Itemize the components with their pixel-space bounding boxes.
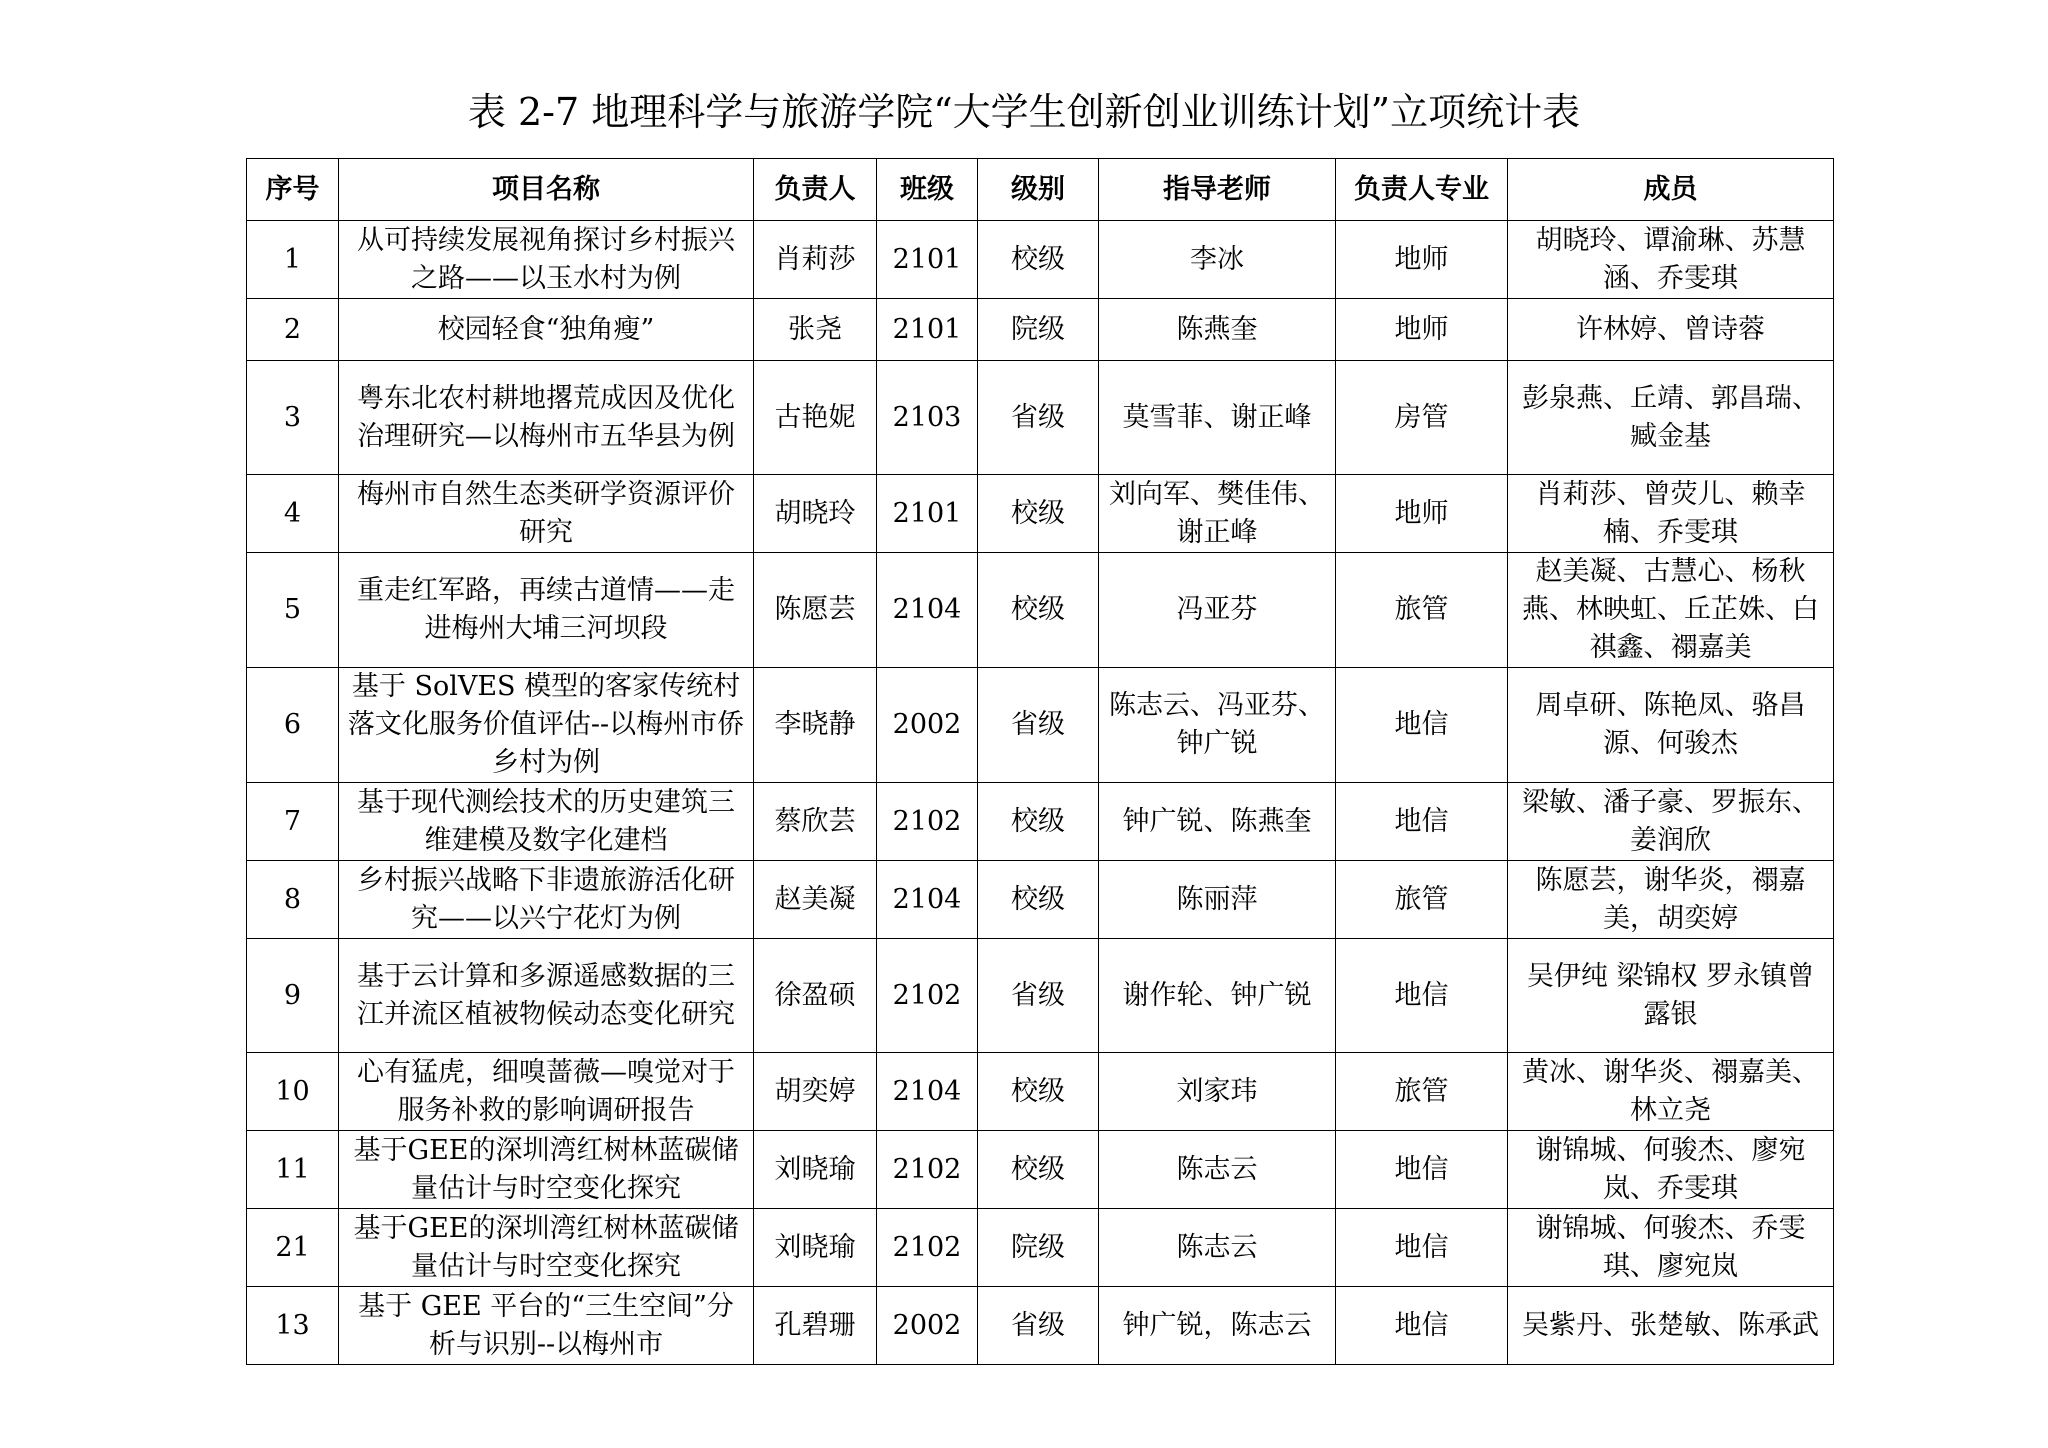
cell-leader-major: 地师 [1336,299,1508,361]
cell-leader-major: 地信 [1336,1209,1508,1287]
cell-level: 院级 [978,1209,1099,1287]
cell-advisor: 谢作轮、钟广锐 [1099,939,1336,1053]
cell-level: 省级 [978,1287,1099,1365]
table-row [247,1053,1834,1131]
cell-leader: 李晓静 [754,668,877,783]
cell-members: 谢锦城、何骏杰、廖宛岚、乔雯琪 [1508,1131,1834,1209]
cell-project-name: 基于现代测绘技术的历史建筑三维建模及数字化建档 [339,783,754,861]
table-row [247,1209,1834,1287]
cell-level: 省级 [978,939,1099,1053]
cell-advisor: 陈志云 [1099,1131,1336,1209]
cell-members: 肖莉莎、曾荧儿、赖幸楠、乔雯琪 [1508,475,1834,553]
cell-level: 校级 [978,475,1099,553]
table-row [247,361,1834,475]
cell-class: 2101 [877,475,978,553]
cell-no: 8 [247,861,339,939]
column-header-class: 班级 [877,159,978,221]
table-row [247,861,1834,939]
cell-project-name: 基于 SolVES 模型的客家传统村落文化服务价值评估--以梅州市侨乡村为例 [339,668,754,783]
cell-class: 2101 [877,299,978,361]
cell-leader: 陈愿芸 [754,553,877,668]
cell-level: 校级 [978,861,1099,939]
cell-members: 彭泉燕、丘靖、郭昌瑞、臧金基 [1508,361,1834,475]
table-row [247,1287,1834,1365]
cell-leader: 肖莉莎 [754,221,877,299]
cell-members: 许林婷、曾诗蓉 [1508,299,1834,361]
cell-no: 10 [247,1053,339,1131]
cell-class: 2102 [877,783,978,861]
cell-class: 2102 [877,939,978,1053]
column-header-members: 成员 [1508,159,1834,221]
cell-advisor: 钟广锐，陈志云 [1099,1287,1336,1365]
cell-leader: 胡晓玲 [754,475,877,553]
page-title: 表 2-7 地理科学与旅游学院“大学生创新创业训练计划”立项统计表 [467,90,1581,134]
table-row [247,221,1834,299]
cell-advisor: 刘家玮 [1099,1053,1336,1131]
cell-level: 校级 [978,221,1099,299]
cell-project-name: 乡村振兴战略下非遗旅游活化研究——以兴宁花灯为例 [339,861,754,939]
cell-advisor: 莫雪菲、谢正峰 [1099,361,1336,475]
cell-class: 2102 [877,1131,978,1209]
cell-class: 2104 [877,861,978,939]
cell-leader-major: 地信 [1336,668,1508,783]
cell-leader-major: 地信 [1336,1131,1508,1209]
cell-class: 2101 [877,221,978,299]
cell-advisor: 陈志云 [1099,1209,1336,1287]
cell-no: 1 [247,221,339,299]
table-header-row [247,159,1834,221]
cell-no: 13 [247,1287,339,1365]
cell-leader-major: 旅管 [1336,1053,1508,1131]
column-header-level: 级别 [978,159,1099,221]
cell-members: 谢锦城、何骏杰、乔雯琪、廖宛岚 [1508,1209,1834,1287]
cell-advisor: 陈丽萍 [1099,861,1336,939]
cell-members: 赵美凝、古慧心、杨秋燕、林映虹、丘芷姝、白祺鑫、禤嘉美 [1508,553,1834,668]
cell-advisor: 冯亚芬 [1099,553,1336,668]
cell-class: 2103 [877,361,978,475]
table-row [247,475,1834,553]
table-row [247,668,1834,783]
cell-no: 5 [247,553,339,668]
cell-leader: 刘晓瑜 [754,1209,877,1287]
cell-leader-major: 地师 [1336,221,1508,299]
cell-leader: 赵美凝 [754,861,877,939]
cell-leader-major: 地师 [1336,475,1508,553]
cell-leader: 胡奕婷 [754,1053,877,1131]
cell-no: 9 [247,939,339,1053]
cell-members: 梁敏、潘子豪、罗振东、姜润欣 [1508,783,1834,861]
cell-level: 院级 [978,299,1099,361]
column-header-advisor: 指导老师 [1099,159,1336,221]
table-row [247,299,1834,361]
cell-leader-major: 房管 [1336,361,1508,475]
cell-leader: 孔碧珊 [754,1287,877,1365]
cell-no: 11 [247,1131,339,1209]
column-header-project-name: 项目名称 [339,159,754,221]
cell-no: 7 [247,783,339,861]
column-header-no: 序号 [247,159,339,221]
table-row [247,553,1834,668]
cell-members: 吴伊纯 梁锦权 罗永镇曾露银 [1508,939,1834,1053]
cell-class: 2102 [877,1209,978,1287]
cell-advisor: 李冰 [1099,221,1336,299]
cell-leader-major: 地信 [1336,783,1508,861]
cell-class: 2104 [877,553,978,668]
cell-class: 2104 [877,1053,978,1131]
cell-no: 6 [247,668,339,783]
cell-members: 陈愿芸，谢华炎，禤嘉美，胡奕婷 [1508,861,1834,939]
cell-level: 校级 [978,1131,1099,1209]
project-statistics-table [246,158,1834,1365]
cell-class: 2002 [877,1287,978,1365]
cell-advisor: 陈燕奎 [1099,299,1336,361]
cell-project-name: 从可持续发展视角探讨乡村振兴之路——以玉水村为例 [339,221,754,299]
cell-level: 校级 [978,1053,1099,1131]
cell-class: 2002 [877,668,978,783]
cell-no: 2 [247,299,339,361]
cell-members: 吴紫丹、张楚敏、陈承武 [1508,1287,1834,1365]
cell-project-name: 基于GEE的深圳湾红树林蓝碳储量估计与时空变化探究 [339,1131,754,1209]
cell-leader-major: 旅管 [1336,861,1508,939]
cell-level: 校级 [978,783,1099,861]
cell-leader-major: 地信 [1336,939,1508,1053]
table-row [247,783,1834,861]
cell-members: 周卓研、陈艳凤、骆昌源、何骏杰 [1508,668,1834,783]
table-row [247,939,1834,1053]
table-row [247,1131,1834,1209]
cell-advisor: 陈志云、冯亚芬、钟广锐 [1099,668,1336,783]
column-header-leader-major: 负责人专业 [1336,159,1508,221]
cell-no: 21 [247,1209,339,1287]
cell-level: 省级 [978,361,1099,475]
cell-leader: 古艳妮 [754,361,877,475]
cell-project-name: 心有猛虎，细嗅蔷薇—嗅觉对于服务补救的影响调研报告 [339,1053,754,1131]
cell-leader: 刘晓瑜 [754,1131,877,1209]
cell-project-name: 重走红军路，再续古道情——走进梅州大埔三河坝段 [339,553,754,668]
cell-members: 胡晓玲、谭渝琳、苏慧涵、乔雯琪 [1508,221,1834,299]
cell-level: 校级 [978,553,1099,668]
table-body [247,221,1834,1365]
cell-leader-major: 地信 [1336,1287,1508,1365]
cell-no: 3 [247,361,339,475]
cell-project-name: 梅州市自然生态类研学资源评价研究 [339,475,754,553]
cell-no: 4 [247,475,339,553]
cell-project-name: 基于GEE的深圳湾红树林蓝碳储量估计与时空变化探究 [339,1209,754,1287]
cell-leader: 蔡欣芸 [754,783,877,861]
cell-level: 省级 [978,668,1099,783]
cell-advisor: 刘向军、樊佳伟、谢正峰 [1099,475,1336,553]
cell-leader: 张尧 [754,299,877,361]
cell-advisor: 钟广锐、陈燕奎 [1099,783,1336,861]
cell-leader: 徐盈硕 [754,939,877,1053]
column-header-leader: 负责人 [754,159,877,221]
cell-project-name: 基于 GEE 平台的“三生空间”分析与识别--以梅州市 [339,1287,754,1365]
cell-project-name: 基于云计算和多源遥感数据的三江并流区植被物候动态变化研究 [339,939,754,1053]
cell-project-name: 校园轻食“独角瘦” [339,299,754,361]
cell-members: 黄冰、谢华炎、禤嘉美、林立尧 [1508,1053,1834,1131]
cell-project-name: 粤东北农村耕地撂荒成因及优化治理研究—以梅州市五华县为例 [339,361,754,475]
cell-leader-major: 旅管 [1336,553,1508,668]
